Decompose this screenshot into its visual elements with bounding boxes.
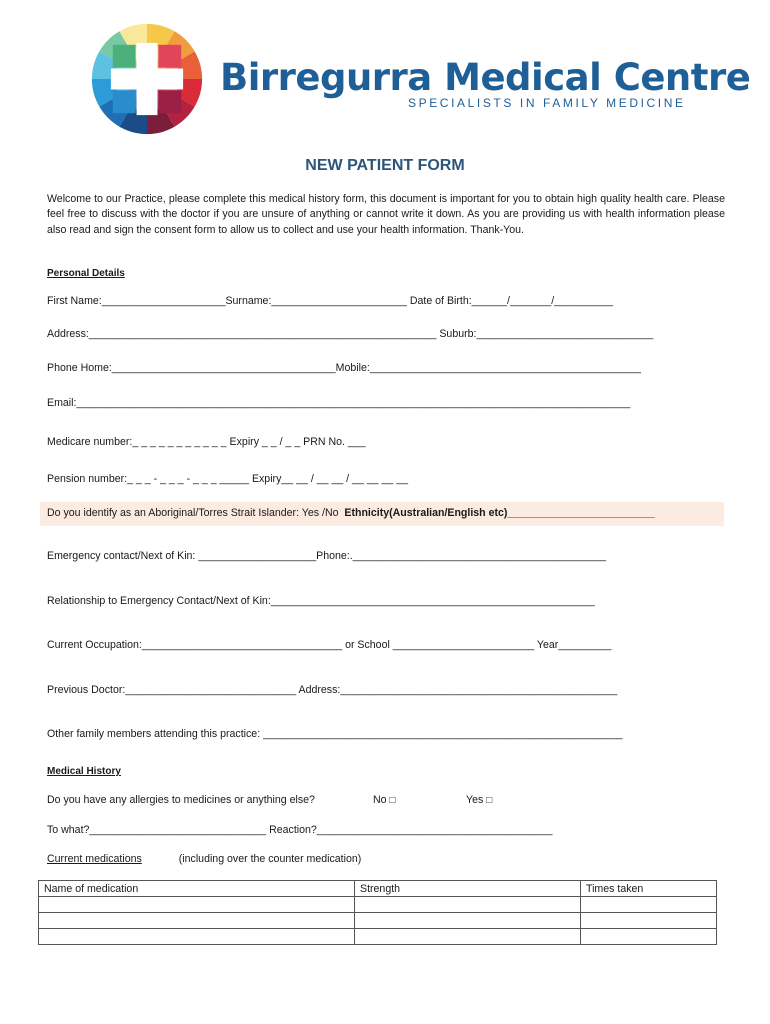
- relationship-field[interactable]: Relationship to Emergency Contact/Next of Kin:_______________________________________________________: [47, 595, 595, 607]
- ethnicity-field[interactable]: Ethnicity(Australian/English etc)_________________________: [344, 507, 655, 519]
- table-cell[interactable]: [39, 929, 355, 945]
- previous-doctor-field[interactable]: Previous Doctor:_____________________________ Address:_______________________________________________: [47, 684, 618, 696]
- table-cell[interactable]: [355, 897, 581, 913]
- table-cell[interactable]: [581, 913, 717, 929]
- table-cell[interactable]: [355, 913, 581, 929]
- medical-history-heading: Medical History: [47, 766, 121, 777]
- table-row: [39, 929, 717, 945]
- allergy-no-option[interactable]: [373, 794, 396, 806]
- intro-paragraph: Welcome to our Practice, please complete this medical history form, this document is important for you to obtain high quality health care. Please feel free to discuss with the doctor if you are unsure of anything or cannot write it down. As you are providing us with health information please also read and sign the consent form to allow us to collect and use your health information. Thank-You.: [47, 193, 725, 236]
- address-field[interactable]: Address:___________________________________________________________ Suburb:______________________________: [47, 328, 654, 340]
- current-medications-label: Current medications: [47, 853, 142, 865]
- medications-table: [38, 880, 717, 945]
- allergy-no-checkbox[interactable]: □: [389, 795, 396, 806]
- reaction-field[interactable]: To what?______________________________ Reaction?________________________________________: [47, 824, 553, 836]
- allergy-yes-option[interactable]: [466, 794, 492, 806]
- allergy-question-text: Do you have any allergies to medicines or anything else?: [47, 794, 315, 806]
- personal-details-heading: Personal Details: [47, 268, 125, 279]
- current-medications-note: (including over the counter medication): [178, 853, 362, 865]
- aboriginal-question[interactable]: [47, 507, 655, 519]
- name-dob-field[interactable]: First Name:_____________________Surname:_______________________ Date of Birth:______/_______/__________: [47, 295, 614, 307]
- form-title: NEW PATIENT FORM: [305, 157, 465, 174]
- table-header-row: [39, 881, 717, 897]
- practice-tagline: SPECIALISTS IN FAMILY MEDICINE: [408, 96, 686, 110]
- family-members-field[interactable]: Other family members attending this practice: _____________________________________________________________: [47, 728, 623, 740]
- medicare-field[interactable]: Medicare number:_ _ _ _ _ _ _ _ _ _ _ Expiry _ _ / _ _ PRN No. ___: [47, 436, 366, 448]
- practice-logo: [86, 22, 208, 136]
- allergy-no-label: No: [373, 794, 387, 806]
- table-cell[interactable]: [581, 897, 717, 913]
- col-strength: Strength: [355, 881, 581, 897]
- emergency-contact-field[interactable]: Emergency contact/Next of Kin: ____________________Phone:.___________________________________________: [47, 550, 607, 562]
- allergy-yes-label: Yes: [466, 794, 484, 806]
- table-cell[interactable]: [581, 929, 717, 945]
- allergy-question: [47, 794, 315, 806]
- table-cell[interactable]: [355, 929, 581, 945]
- col-times-taken: Times taken: [581, 881, 717, 897]
- allergy-yes-checkbox[interactable]: □: [486, 795, 493, 806]
- table-row: [39, 913, 717, 929]
- col-name-of-medication: Name of medication: [39, 881, 355, 897]
- aboriginal-question-text: Do you identify as an Aboriginal/Torres Strait Islander: Yes /No: [47, 507, 339, 519]
- pension-field[interactable]: Pension number:_ _ _ - _ _ _ - _ _ _ _____ Expiry__ __ / __ __ / __ __ __ __: [47, 473, 409, 485]
- email-field[interactable]: Email:______________________________________________________________________________________________: [47, 397, 631, 409]
- table-row: [39, 897, 717, 913]
- occupation-field[interactable]: Current Occupation:__________________________________ or School ________________________ Year_________: [47, 639, 612, 651]
- phone-field[interactable]: Phone Home:______________________________________Mobile:______________________________________________: [47, 362, 641, 374]
- practice-name: Birregurra Medical Centre: [220, 56, 751, 99]
- table-cell[interactable]: [39, 913, 355, 929]
- table-cell[interactable]: [39, 897, 355, 913]
- current-medications-heading: [47, 853, 361, 865]
